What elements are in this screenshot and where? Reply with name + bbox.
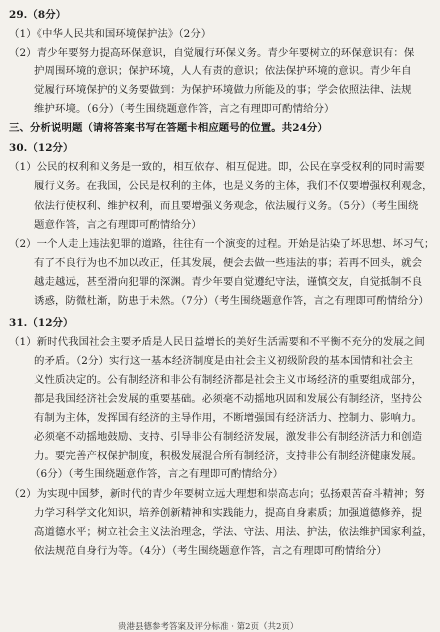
q29-answer-2: （2）青少年要努力提高环保意识，自觉履行环保义务。青少年要树立的环保意识有：保 <box>9 47 415 59</box>
text-line: 履行义务。在我国，公民是权利的主体，也是义务的主体，我们不仅要增强权利观念， <box>34 180 433 192</box>
q29-answer-1: （1）《中华人民共和国环境保护法》（2分） <box>9 28 212 40</box>
text-line: （6分）（考生围绕题意作答，言之有理即可酌情给分） <box>30 468 284 480</box>
page-footer: 贵港县德参考答案及评分标准 · 第2页（共2页） <box>118 622 299 632</box>
text-line: 力。要完善产权保护制度，积极发展混合所有制经济，支持非公有制经济健康发展。 <box>34 450 423 462</box>
text-line: 高道德水平；树立社会主义法治理念，学法、守法、用法、护法，依法维护国家利益， <box>34 526 433 538</box>
text-line: 的矛盾。（2分）实行这一基本经济制度是由社会主义初级阶段的基本国情和社会主 <box>34 355 414 367</box>
q31-answer-2: （2）为实现中国梦，新时代的青少年要树立远大理想和崇高志向；弘扬艰苦奋斗精神；努 <box>9 488 425 500</box>
question-29-heading: 29.（8分） <box>9 9 67 21</box>
section-3-heading: 三、分析说明题（请将答案书写在答题卡相应题号的位置。共24分） <box>9 122 328 134</box>
text-line: 必须毫不动摇地鼓励、支持、引导非公有制经济发展，激发非公有制经济活力和创造 <box>34 431 423 443</box>
text-line: 维护环境。（6分）（考生围绕题意作答，言之有理即可酌情给分） <box>34 103 335 115</box>
text-line: 护周围环境的意识；保护环境，人人有责的意识；依法保护环境的意识。青少年自 <box>34 65 412 77</box>
question-31-heading: 31.（12分） <box>9 317 74 329</box>
text-line: 都是我国经济社会发展的重要基础。必须毫不动摇地巩固和发展公有制经济，坚持公 <box>34 393 423 405</box>
text-line: 依法规范自身行为等。（4分）（考生围绕题意作答，言之有理即可酌情给分） <box>34 545 387 557</box>
text-line: 有制为主体，发挥国有经济的主导作用，不断增强国有经济活力、控制力、影响力。 <box>34 412 423 424</box>
q30-answer-1: （1）公民的权利和义务是一致的，相互依存、相互促进。即，公民在享受权利的同时需要 <box>9 161 425 173</box>
text-line: 依法行使权利、维护权利，而且要增强义务观念，依法履行义务。（5分）（考生围绕 <box>34 200 419 212</box>
text-line: 越走越远，甚至滑向犯罪的深渊。青少年要自觉遵纪守法，谨慎交友，自觉抵制不良 <box>34 276 423 288</box>
text-line: 有了不良行为也不加以改正，任其发展，便会去做一些违法的事；若再不回头，就会 <box>34 257 423 269</box>
text-line: 力学习科学文化知识，培养创新精神和实践能力，提高自身素质；加强道德修养，提 <box>34 507 423 519</box>
q31-answer-1: （1）新时代我国社会主要矛盾是人民日益增长的美好生活需要和不平衡不充分的发展之间 <box>9 336 425 348</box>
text-line: 义性质决定的。公有制经济和非公有制经济都是社会主义市场经济的重要组成部分， <box>34 374 423 386</box>
text-line: 觉履行环境保护的义务要做到：为保护环境做力所能及的事；学会依照法律、法规 <box>34 84 412 96</box>
q30-answer-2: （2）一个人走上违法犯罪的道路，往往有一个演变的过程。开始是沾染了坏思想、坏习气； <box>9 238 435 250</box>
text-line: 题意作答，言之有理即可酌情给分） <box>34 219 202 231</box>
question-30-heading: 30.（12分） <box>9 142 74 154</box>
text-line: 诱惑，防微杜渐，防患于未然。（7分）（考生围绕题意作答，言之有理即可酌情给分） <box>34 295 429 307</box>
